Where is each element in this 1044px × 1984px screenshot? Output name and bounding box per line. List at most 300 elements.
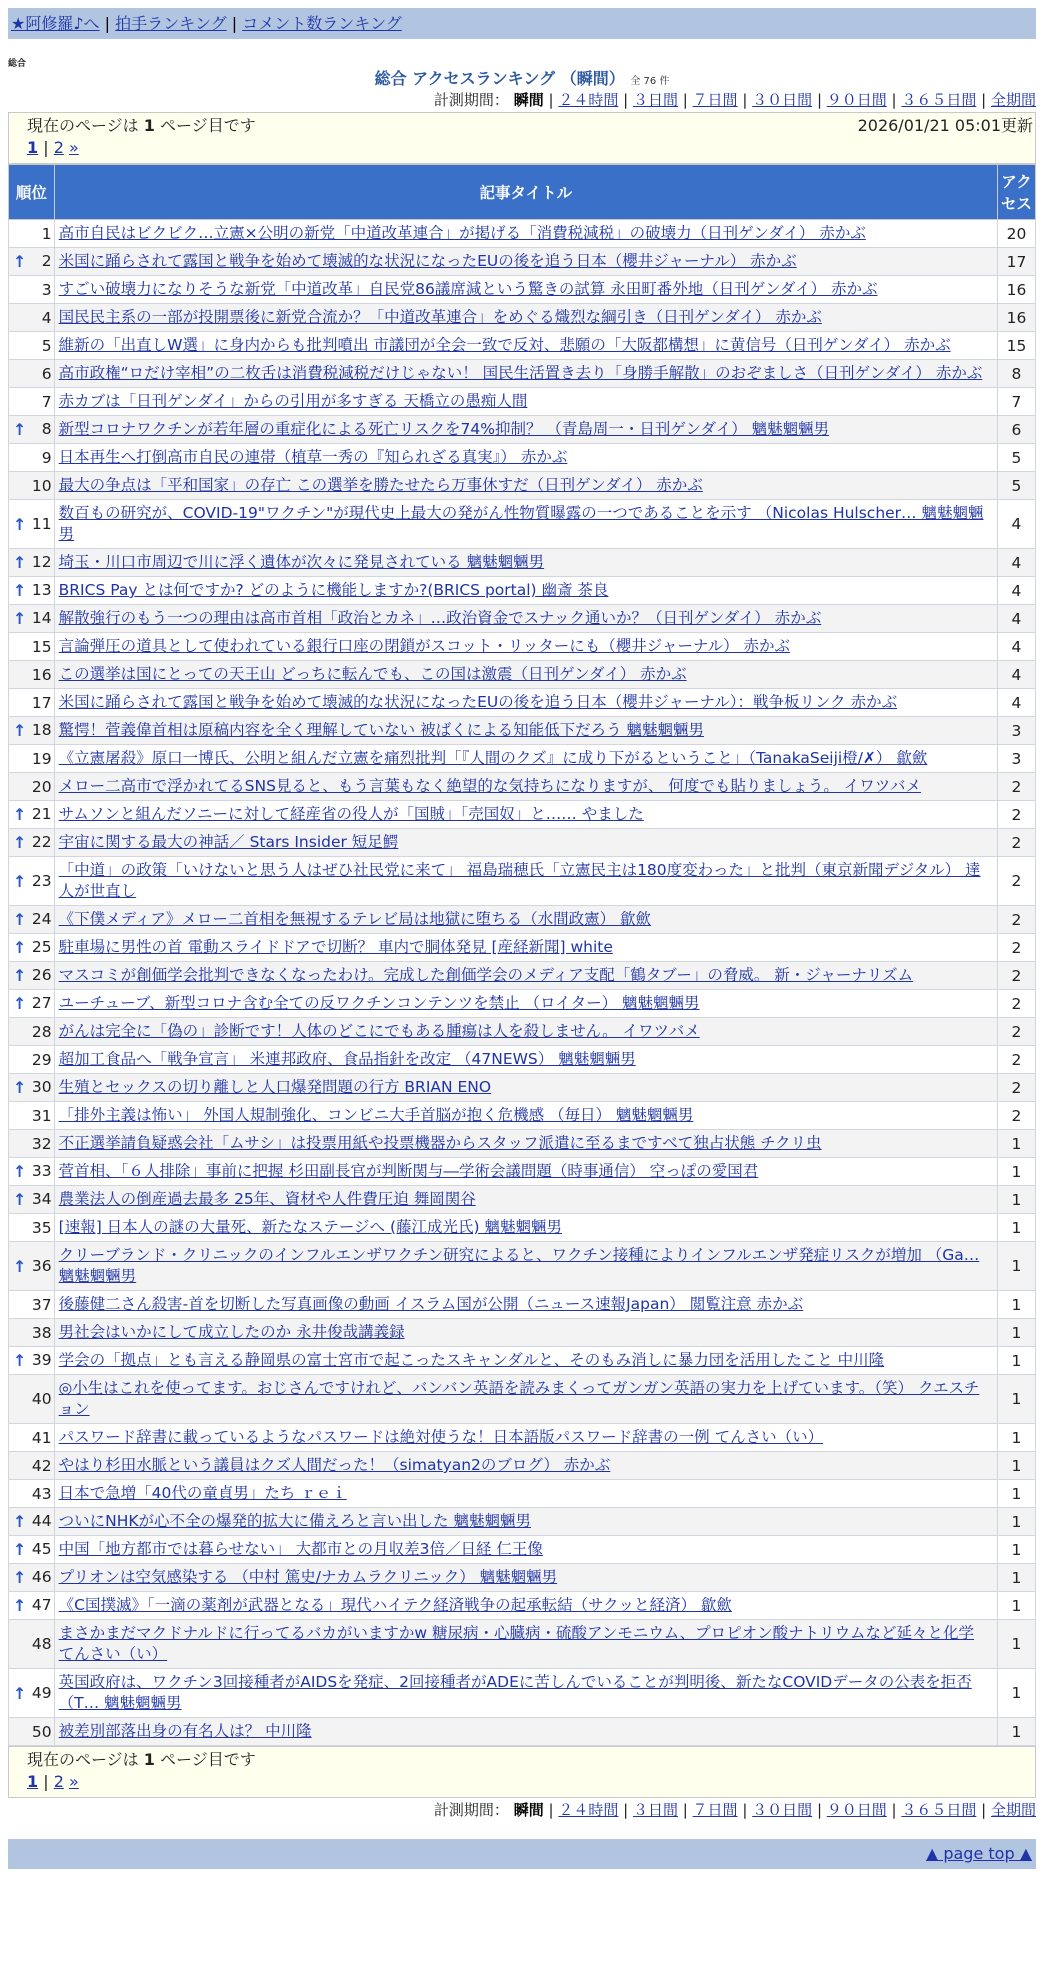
title-cell bbox=[54, 1347, 997, 1375]
table-row bbox=[9, 773, 1036, 801]
access-count: 1 bbox=[997, 1424, 1035, 1452]
rank-number: 47 bbox=[31, 1596, 52, 1614]
title-cell bbox=[54, 1564, 997, 1592]
rank-cell bbox=[9, 1214, 55, 1242]
period-link[interactable]: ２４時間 bbox=[558, 91, 619, 109]
rank-number: 49 bbox=[31, 1683, 52, 1702]
article-link[interactable]: 高市自民はビクビク…立憲×公明の新党「中道改革連合」が掲げる「消費税減税」の破壊力（日刊ゲンダイ） 赤かぶ bbox=[58, 224, 866, 242]
article-link[interactable]: 維新の「出直しW選」に身内からも批判噴出 市議団が全会一致で反対、悲願の「大阪都構想」に黄信号（日刊ゲンダイ） 赤かぶ bbox=[58, 336, 951, 354]
access-count: 2 bbox=[997, 1018, 1035, 1046]
access-count: 1 bbox=[997, 1319, 1035, 1347]
rank-cell bbox=[9, 1718, 55, 1746]
rank-cell bbox=[9, 220, 55, 248]
rank-cell bbox=[9, 1564, 55, 1592]
article-link[interactable]: 不正選挙請負疑惑会社「ムサシ」は投票用紙や投票機器からスタッフ派遣に至るまですべて独占状態 チクリ虫 bbox=[58, 1134, 822, 1152]
rank-cell bbox=[9, 248, 55, 276]
pager-bottom: 現在のページは 1 ページ目です 1 | 2 » bbox=[8, 1746, 1036, 1798]
rank-cell bbox=[9, 745, 55, 773]
table-row bbox=[9, 577, 1036, 605]
rank-cell bbox=[9, 472, 55, 500]
table-row bbox=[9, 1214, 1036, 1242]
rank-number: 39 bbox=[31, 1351, 52, 1369]
title-cell bbox=[54, 472, 997, 500]
title-cell bbox=[54, 1102, 997, 1130]
rank-number: 44 bbox=[31, 1512, 52, 1530]
rank-cell bbox=[9, 1375, 55, 1424]
table-row bbox=[9, 633, 1036, 661]
access-count: 2 bbox=[997, 829, 1035, 857]
table-row bbox=[9, 472, 1036, 500]
period-link[interactable]: ７日間 bbox=[692, 91, 738, 109]
article-link[interactable]: やはり杉田水脈という議員はクズ人間だった！（simatyan2のブログ） 赤かぶ bbox=[58, 1456, 611, 1474]
article-link[interactable]: 数百もの研究が、COVID-19"ワクチン"が現代史上最大の発がん性物質曝露の一つであることを示す （Nicolas Hulscher… 魑魅魍魎男 bbox=[58, 504, 984, 543]
article-link[interactable]: 男社会はいかにして成立したのか 永井俊哉講義録 bbox=[58, 1323, 405, 1341]
access-count: 1 bbox=[997, 1158, 1035, 1186]
rank-cell bbox=[9, 276, 55, 304]
access-count: 1 bbox=[997, 1669, 1035, 1718]
article-link[interactable]: 被差別部落出身の有名人は？ 中川隆 bbox=[58, 1722, 312, 1740]
table-row bbox=[9, 1074, 1036, 1102]
rank-up-arrow-icon: ↑ bbox=[13, 514, 27, 534]
title-cell bbox=[54, 1718, 997, 1746]
period-separator: | bbox=[886, 91, 902, 109]
article-link[interactable]: 驚愕！菅義偉首相は原稿内容を全く理解していない 被ばくによる知能低下だろう 魑魅魍魎男 bbox=[58, 721, 704, 739]
access-count: 1 bbox=[997, 1564, 1035, 1592]
rank-number: 30 bbox=[31, 1078, 52, 1096]
rank-number: 6 bbox=[41, 364, 52, 383]
access-count: 2 bbox=[997, 906, 1035, 934]
rank-cell bbox=[9, 444, 55, 472]
table-row bbox=[9, 1620, 1036, 1669]
rank-number: 14 bbox=[31, 609, 52, 627]
rank-cell bbox=[9, 500, 55, 549]
period-separator: | bbox=[737, 1801, 753, 1819]
article-link[interactable]: 生殖とセックスの切り離しと人口爆発問題の行方 BRIAN ENO bbox=[58, 1078, 492, 1096]
access-count: 2 bbox=[997, 773, 1035, 801]
title-cell bbox=[54, 829, 997, 857]
period-current: 瞬間 bbox=[513, 1801, 544, 1819]
access-count: 1 bbox=[997, 1536, 1035, 1564]
rank-up-arrow-icon: ↑ bbox=[13, 805, 27, 824]
article-link[interactable]: 菅首相、「６人排除」事前に把握 杉田副長官が判断関与―学術会議問題（時事通信） 空っぽの愛国君 bbox=[58, 1162, 759, 1180]
table-row bbox=[9, 1291, 1036, 1319]
rank-up-arrow-icon: ↑ bbox=[13, 420, 27, 439]
table-row bbox=[9, 1375, 1036, 1424]
article-link[interactable]: 《C国撲滅》「一滴の薬剤が武器となる」現代ハイテク経済戦争の起承転結（サクッと経済） 歙歛 bbox=[58, 1596, 732, 1614]
rank-cell bbox=[9, 717, 55, 745]
title-cell bbox=[54, 717, 997, 745]
period-separator: | bbox=[737, 91, 753, 109]
rank-up-arrow-icon: ↑ bbox=[13, 1683, 27, 1703]
table-row bbox=[9, 934, 1036, 962]
article-link[interactable]: マスコミが創価学会批判できなくなったわけ。完成した創価学会のメディア支配「鶴タブー」の脅威。 新・ジャーナリズム bbox=[58, 966, 914, 984]
title-cell bbox=[54, 990, 997, 1018]
access-count: 1 bbox=[997, 1480, 1035, 1508]
rank-number: 45 bbox=[31, 1540, 52, 1558]
access-count: 1 bbox=[997, 1620, 1035, 1669]
title-cell bbox=[54, 360, 997, 388]
header-title: 記事タイトル bbox=[54, 165, 997, 220]
period-link[interactable]: ２４時間 bbox=[558, 1801, 619, 1819]
access-count: 16 bbox=[997, 304, 1035, 332]
footer-bar bbox=[8, 1839, 1036, 1869]
pager-top: 現在のページは 1 ページ目です 2026/01/21 05:01更新 1 | 2 » bbox=[8, 112, 1036, 164]
rank-cell bbox=[9, 1452, 55, 1480]
period-selector-bottom bbox=[0, 1798, 1036, 1822]
page-top-link[interactable]: ▲ page top ▲ bbox=[925, 1844, 1032, 1863]
page-2-link[interactable]: 2 bbox=[53, 1772, 64, 1791]
rank-up-arrow-icon: ↑ bbox=[13, 871, 27, 891]
period-link[interactable]: ９０日間 bbox=[826, 1801, 887, 1819]
period-separator: | bbox=[677, 91, 693, 109]
table-row bbox=[9, 276, 1036, 304]
article-link[interactable]: 米国に踊らされて露国と戦争を始めて壊滅的な状況になったEUの後を追う日本（櫻井ジャーナル） 赤かぶ bbox=[58, 252, 797, 270]
access-count: 3 bbox=[997, 745, 1035, 773]
article-link[interactable]: 学会の「拠点」とも言える静岡県の富士宮市で起こったスキャンダルと、そのもみ消しに暴力団を活用したこと 中川隆 bbox=[58, 1351, 885, 1369]
rank-number: 21 bbox=[31, 805, 52, 823]
access-count: 8 bbox=[997, 360, 1035, 388]
article-link[interactable]: 後藤健二さん殺害-首を切断した写真画像の動画 イスラム国が公開（ニュース速報Japan） 閲覧注意 赤かぶ bbox=[58, 1295, 804, 1313]
table-row bbox=[9, 416, 1036, 444]
access-count: 2 bbox=[997, 934, 1035, 962]
title-cell bbox=[54, 1452, 997, 1480]
rank-number: 27 bbox=[31, 994, 52, 1012]
article-link[interactable]: 《立憲屠殺》原口一博氏、公明と組んだ立憲を痛烈批判「『人間のクズ』に成り下がるということ」（TanakaSeiji橙/✗） 歙歛 bbox=[58, 749, 928, 767]
ranking-title: 総合 アクセスランキング （瞬間） bbox=[374, 69, 625, 88]
title-cell bbox=[54, 416, 997, 444]
table-row bbox=[9, 1508, 1036, 1536]
rank-number: 1 bbox=[41, 224, 52, 243]
rank-cell bbox=[9, 934, 55, 962]
rank-cell bbox=[9, 1046, 55, 1074]
rank-cell bbox=[9, 773, 55, 801]
rank-cell bbox=[9, 990, 55, 1018]
rank-cell bbox=[9, 1186, 55, 1214]
rank-number: 2 bbox=[41, 252, 52, 270]
title-cell bbox=[54, 1130, 997, 1158]
next-page-link[interactable]: » bbox=[68, 1772, 79, 1791]
top-nav-bar bbox=[8, 8, 1036, 39]
rank-number: 18 bbox=[31, 721, 52, 739]
title-cell bbox=[54, 1536, 997, 1564]
article-link[interactable]: 埼玉・川口市周辺で川に浮く遺体が次々に発見されている 魑魅魍魎男 bbox=[58, 553, 545, 571]
article-link[interactable]: 超加工食品へ「戦争宣言」 米連邦政府、食品指針を改定 （47NEWS） 魑魅魍魎男 bbox=[58, 1050, 636, 1068]
access-count: 1 bbox=[997, 1242, 1035, 1291]
access-count: 4 bbox=[997, 549, 1035, 577]
rank-number: 9 bbox=[41, 448, 52, 467]
rank-cell bbox=[9, 906, 55, 934]
access-count: 1 bbox=[997, 1130, 1035, 1158]
header-rank: 順位 bbox=[9, 165, 55, 220]
access-count: 1 bbox=[997, 1452, 1035, 1480]
table-row bbox=[9, 1186, 1036, 1214]
period-link[interactable]: ９０日間 bbox=[826, 91, 887, 109]
rank-cell bbox=[9, 1074, 55, 1102]
table-row bbox=[9, 857, 1036, 906]
rank-cell bbox=[9, 1242, 55, 1291]
access-count: 2 bbox=[997, 857, 1035, 906]
title-cell bbox=[54, 633, 997, 661]
title-cell bbox=[54, 1242, 997, 1291]
nav-home-link[interactable]: ★阿修羅♪へ bbox=[11, 14, 100, 33]
ranking-table bbox=[8, 164, 1036, 1746]
rank-cell bbox=[9, 1102, 55, 1130]
rank-up-arrow-icon: ↑ bbox=[13, 252, 27, 271]
table-row bbox=[9, 1242, 1036, 1291]
article-link[interactable]: 言論弾圧の道具として使われている銀行口座の閉鎖がスコット・リッターにも（櫻井ジャーナル） 赤かぶ bbox=[58, 637, 791, 655]
rank-number: 11 bbox=[31, 514, 52, 533]
table-row bbox=[9, 661, 1036, 689]
article-link[interactable]: クリーブランド・クリニックのインフルエンザワクチン研究によると、ワクチン接種によりインフルエンザ発症リスクが増加 （Ga… 魑魅魍魎男 bbox=[58, 1246, 980, 1285]
title-cell bbox=[54, 801, 997, 829]
period-label: 計測期間： bbox=[433, 1801, 509, 1819]
rank-cell bbox=[9, 1018, 55, 1046]
table-row bbox=[9, 1669, 1036, 1718]
table-row bbox=[9, 388, 1036, 416]
period-link[interactable]: 全期間 bbox=[990, 1801, 1036, 1819]
rank-number: 42 bbox=[31, 1456, 52, 1475]
table-row bbox=[9, 360, 1036, 388]
article-link[interactable]: すごい破壊力になりそうな新党「中道改革」自民党86議席減という驚きの試算 永田町番外地（日刊ゲンダイ） 赤かぶ bbox=[58, 280, 878, 298]
table-row bbox=[9, 745, 1036, 773]
article-link[interactable]: 英国政府は、ワクチン3回接種者がAIDSを発症、2回接種者がADEに苦しんでいることが判明後、新たなCOVIDデータの公表を拒否 （T… 魑魅魍魎男 bbox=[58, 1673, 972, 1712]
rank-number: 32 bbox=[31, 1134, 52, 1153]
nav-comment-ranking-link[interactable]: コメント数ランキング bbox=[242, 14, 402, 33]
rank-up-arrow-icon: ↑ bbox=[13, 1190, 27, 1209]
rank-cell bbox=[9, 332, 55, 360]
access-count: 4 bbox=[997, 633, 1035, 661]
rank-number: 41 bbox=[31, 1428, 52, 1447]
table-row bbox=[9, 1347, 1036, 1375]
rank-up-arrow-icon: ↑ bbox=[13, 553, 27, 572]
access-count: 15 bbox=[997, 332, 1035, 360]
title-cell bbox=[54, 248, 997, 276]
access-count: 1 bbox=[997, 1508, 1035, 1536]
table-row bbox=[9, 1102, 1036, 1130]
article-link[interactable]: 新型コロナワクチンが若年層の重症化による死亡リスクを74%抑制？ （青島周一・日刊ゲンダイ） 魑魅魍魎男 bbox=[58, 420, 830, 438]
rank-up-arrow-icon: ↑ bbox=[13, 1568, 27, 1587]
table-row bbox=[9, 220, 1036, 248]
period-link[interactable]: ７日間 bbox=[692, 1801, 738, 1819]
article-link[interactable]: 「中道」の政策「いけないと思う人はぜひ社民党に来て」 福島瑞穂氏「立憲民主は180度変わった」と批判（東京新聞デジタル） 達人が世直し bbox=[58, 861, 981, 900]
access-count: 2 bbox=[997, 1102, 1035, 1130]
rank-number: 13 bbox=[31, 581, 52, 599]
access-count: 1 bbox=[997, 1592, 1035, 1620]
title-cell bbox=[54, 1319, 997, 1347]
page-2-link[interactable]: 2 bbox=[53, 138, 64, 157]
rank-up-arrow-icon: ↑ bbox=[13, 1512, 27, 1531]
access-count: 2 bbox=[997, 1046, 1035, 1074]
article-link[interactable]: 農業法人の倒産過去最多 25年、資材や人件費圧迫 舞岡関谷 bbox=[58, 1190, 476, 1208]
nav-clap-ranking-link[interactable]: 拍手ランキング bbox=[115, 14, 227, 33]
period-link[interactable]: ３０日間 bbox=[752, 1801, 813, 1819]
article-link[interactable]: ◎小生はこれを使ってます。おじさんですけれど、バンバン英語を読みまくってガンガン英語の実力を上げています。（笑） クエスチョン bbox=[58, 1379, 980, 1418]
title-cell bbox=[54, 549, 997, 577]
access-count: 2 bbox=[997, 962, 1035, 990]
access-count: 7 bbox=[997, 388, 1035, 416]
article-link[interactable]: ユーチューブ、新型コロナ含む全ての反ワクチンコンテンツを禁止 （ロイター） 魑魅魍魎男 bbox=[58, 994, 700, 1012]
title-cell bbox=[54, 444, 997, 472]
table-row bbox=[9, 1046, 1036, 1074]
period-link[interactable]: ３日間 bbox=[632, 91, 678, 109]
article-link[interactable]: パスワード辞書に載っているようなパスワードは絶対使うな！日本語版パスワード辞書の一例 てんさい（い） bbox=[58, 1428, 824, 1446]
table-row bbox=[9, 717, 1036, 745]
table-row bbox=[9, 962, 1036, 990]
rank-number: 24 bbox=[31, 910, 52, 928]
article-link[interactable]: 米国に踊らされて露国と戦争を始めて壊滅的な状況になったEUの後を追う日本（櫻井ジャーナル）：戦争板リンク 赤かぶ bbox=[58, 693, 898, 711]
table-row bbox=[9, 1564, 1036, 1592]
article-link[interactable]: 最大の争点は「平和国家」の存亡 この選挙を勝たせたら万事休すだ（日刊ゲンダイ） 赤かぶ bbox=[58, 476, 703, 494]
article-link[interactable]: [速報] 日本人の謎の大量死、新たなステージへ (藤江成光氏) 魑魅魍魎男 bbox=[58, 1218, 562, 1236]
period-link[interactable]: 全期間 bbox=[990, 91, 1036, 109]
title-cell bbox=[54, 276, 997, 304]
table-row bbox=[9, 1480, 1036, 1508]
rank-number: 10 bbox=[31, 476, 52, 495]
table-row bbox=[9, 906, 1036, 934]
rank-up-arrow-icon: ↑ bbox=[13, 1256, 27, 1276]
rank-cell bbox=[9, 304, 55, 332]
access-count: 4 bbox=[997, 605, 1035, 633]
period-separator: | bbox=[548, 91, 559, 109]
period-link[interactable]: ３６５日間 bbox=[901, 1801, 977, 1819]
period-link[interactable]: ３０日間 bbox=[752, 91, 813, 109]
rank-number: 33 bbox=[31, 1162, 52, 1180]
rank-number: 17 bbox=[31, 693, 52, 712]
title-cell bbox=[54, 304, 997, 332]
access-count: 4 bbox=[997, 500, 1035, 549]
page-title bbox=[0, 66, 1044, 88]
article-link[interactable]: 宇宙に関する最大の神話／ Stars Insider 短足鰐 bbox=[58, 833, 399, 851]
article-link[interactable]: 「排外主義は怖い」 外国人規制強化、コンビニ大手首脳が抱く危機感 （毎日） 魑魅魍魎男 bbox=[58, 1106, 694, 1124]
article-link[interactable]: 日本で急増「40代の童貞男」たち ｒｅｉ bbox=[58, 1484, 347, 1502]
item-count: 全 76 件 bbox=[630, 76, 670, 87]
period-separator: | bbox=[812, 91, 827, 109]
rank-number: 26 bbox=[31, 966, 52, 984]
rank-cell bbox=[9, 360, 55, 388]
title-cell bbox=[54, 773, 997, 801]
rank-cell bbox=[9, 1592, 55, 1620]
access-count: 4 bbox=[997, 577, 1035, 605]
article-link[interactable]: 赤カブは「日刊ゲンダイ」からの引用が多すぎる 天橋立の愚痴人間 bbox=[58, 392, 528, 410]
rank-cell bbox=[9, 549, 55, 577]
title-cell bbox=[54, 577, 997, 605]
rank-cell bbox=[9, 416, 55, 444]
rank-up-arrow-icon: ↑ bbox=[13, 1596, 27, 1615]
nav-separator: | bbox=[104, 14, 111, 33]
rank-up-arrow-icon: ↑ bbox=[13, 581, 27, 600]
rank-cell bbox=[9, 1347, 55, 1375]
rank-number: 34 bbox=[31, 1190, 52, 1208]
table-row bbox=[9, 500, 1036, 549]
article-link[interactable]: まさかまだマクドナルドに行ってるバカがいますかw 糖尿病・心臓病・硫酸アンモニウム、プロピオン酸ナトリウムなど延々と化学 てんさい（い） bbox=[58, 1624, 975, 1663]
article-link[interactable]: 日本再生へ打倒高市自民の連帯（植草一秀の『知られざる真実』） 赤かぶ bbox=[58, 448, 568, 466]
rank-up-arrow-icon: ↑ bbox=[13, 994, 27, 1013]
article-link[interactable]: 《下僕メディア》メロー二首相を無視するテレビ局は地獄に堕ちる（水間政憲） 歙歛 bbox=[58, 910, 652, 928]
rank-number: 48 bbox=[31, 1635, 52, 1653]
rank-cell bbox=[9, 577, 55, 605]
rank-number: 12 bbox=[31, 553, 52, 571]
article-link[interactable]: プリオンは空気感染する （中村 篤史/ナカムラクリニック） 魑魅魍魎男 bbox=[58, 1568, 558, 1586]
period-separator: | bbox=[618, 91, 633, 109]
table-row bbox=[9, 829, 1036, 857]
rank-up-arrow-icon: ↑ bbox=[13, 938, 27, 957]
table-row bbox=[9, 444, 1036, 472]
article-link[interactable]: メロー二高市で浮かれてるSNS見ると、もう言葉もなく絶望的な気持ちになりますが、 何度でも貼りましょう。 イワツバメ bbox=[58, 777, 921, 795]
rank-cell bbox=[9, 605, 55, 633]
rank-number: 15 bbox=[31, 637, 52, 656]
title-cell bbox=[54, 1158, 997, 1186]
article-link[interactable]: 高市政権“ロだけ宰相”の二枚舌は消費税減税だけじゃない！ 国民生活置き去り「身勝手解散」のおぞましさ（日刊ゲンダイ） 赤かぶ bbox=[58, 364, 983, 382]
rank-number: 46 bbox=[31, 1568, 52, 1586]
rank-cell bbox=[9, 1508, 55, 1536]
nav-separator: | bbox=[231, 14, 238, 33]
article-link[interactable]: 解散強行のもう一つの理由は高市首相「政治とカネ」…政治資金でスナック通いか？（日刊ゲンダイ） 赤かぶ bbox=[58, 609, 822, 627]
rank-up-arrow-icon: ↑ bbox=[13, 1351, 27, 1370]
table-row bbox=[9, 248, 1036, 276]
table-row bbox=[9, 990, 1036, 1018]
access-count: 16 bbox=[997, 276, 1035, 304]
article-link[interactable]: 中国「地方都市では暮らせない」 大都市との月収差3倍／日経 仁王像 bbox=[58, 1540, 543, 1558]
period-separator: | bbox=[976, 1801, 991, 1819]
article-link[interactable]: がんは完全に「偽の」診断です！人体のどこにでもある腫瘍は人を殺しません。 イワツバメ bbox=[58, 1022, 700, 1040]
rank-number: 31 bbox=[31, 1106, 52, 1125]
access-count: 1 bbox=[997, 1718, 1035, 1746]
table-row bbox=[9, 1536, 1036, 1564]
rank-number: 35 bbox=[31, 1218, 52, 1237]
rank-cell bbox=[9, 1536, 55, 1564]
article-link[interactable]: ついにNHKが心不全の爆発的拡大に備えろと言い出した 魑魅魍魎男 bbox=[58, 1512, 531, 1530]
title-cell bbox=[54, 1480, 997, 1508]
table-row bbox=[9, 801, 1036, 829]
access-count: 1 bbox=[997, 1347, 1035, 1375]
header-access: アクセス bbox=[997, 165, 1035, 220]
rank-number: 40 bbox=[31, 1390, 52, 1408]
page-1-link[interactable]: 1 bbox=[27, 138, 39, 157]
table-row bbox=[9, 304, 1036, 332]
article-link[interactable]: 国民民主系の一部が投開票後に新党合流か？「中道改革連合」をめぐる熾烈な綱引き（日刊ゲンダイ） 赤かぶ bbox=[58, 308, 822, 326]
rank-cell bbox=[9, 962, 55, 990]
title-cell bbox=[54, 1291, 997, 1319]
period-link[interactable]: ３日間 bbox=[632, 1801, 678, 1819]
rank-up-arrow-icon: ↑ bbox=[13, 1162, 27, 1181]
rank-cell bbox=[9, 1158, 55, 1186]
access-count: 2 bbox=[997, 801, 1035, 829]
article-link[interactable]: この選挙は国にとっての天王山 どっちに転んでも、この国は激震（日刊ゲンダイ） 赤かぶ bbox=[58, 665, 687, 683]
rank-up-arrow-icon: ↑ bbox=[13, 1540, 27, 1559]
title-cell bbox=[54, 388, 997, 416]
rank-cell bbox=[9, 633, 55, 661]
title-cell bbox=[54, 1074, 997, 1102]
page-1-link[interactable]: 1 bbox=[27, 1772, 39, 1791]
table-row bbox=[9, 605, 1036, 633]
article-link[interactable]: 駐車場に男性の首 電動スライドドアで切断？ 車内で胴体発見 [産経新聞] white bbox=[58, 938, 613, 956]
title-cell bbox=[54, 689, 997, 717]
rank-cell bbox=[9, 661, 55, 689]
title-cell bbox=[54, 500, 997, 549]
access-count: 1 bbox=[997, 1214, 1035, 1242]
period-link[interactable]: ３６５日間 bbox=[901, 91, 977, 109]
rank-number: 50 bbox=[31, 1722, 52, 1741]
access-count: 3 bbox=[997, 717, 1035, 745]
rank-cell bbox=[9, 1319, 55, 1347]
rank-up-arrow-icon: ↑ bbox=[13, 1078, 27, 1097]
article-link[interactable]: BRICS Pay とは何ですか? どのように機能しますか?(BRICS portal) 幽斎 茶良 bbox=[58, 581, 609, 599]
rank-cell bbox=[9, 1620, 55, 1669]
title-cell bbox=[54, 962, 997, 990]
article-link[interactable]: サムソンと組んだソニーに対して経産省の役人が「国賊」「売国奴」と…… やました bbox=[58, 805, 644, 823]
table-row bbox=[9, 549, 1036, 577]
next-page-link[interactable]: » bbox=[68, 138, 79, 157]
